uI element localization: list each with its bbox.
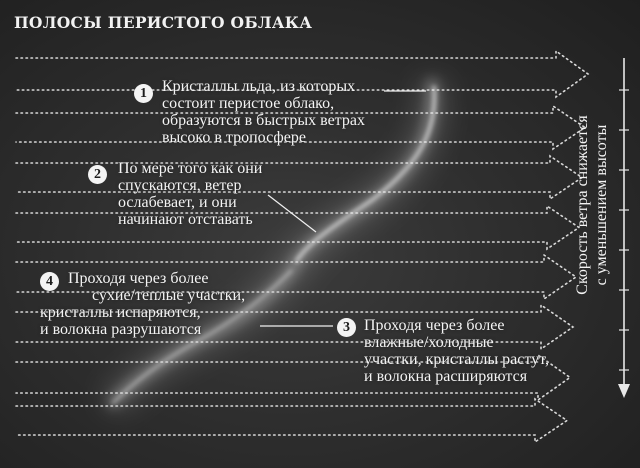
callout-3-line: и волокна расширяются	[364, 368, 528, 385]
callout-3-line: участки, кристаллы растут,	[364, 351, 549, 368]
diagram-title: ПОЛОСЫ ПЕРИСТОГО ОБЛАКА	[14, 13, 313, 32]
callout-2-line: спускаются, ветер	[118, 177, 242, 194]
callout-number-1: 1	[134, 84, 153, 103]
altitude-arrow-head	[618, 384, 630, 398]
callout-2-line: По мере того как они	[118, 160, 263, 177]
callout-4-line: Проходя через более	[68, 270, 209, 287]
callout-2	[118, 160, 262, 228]
callout-number-2: 2	[88, 165, 107, 184]
callout-3	[364, 317, 549, 385]
wind-speed-label-line: Скорость ветра снижается	[574, 115, 591, 295]
callout-3-line: влажные/холодные	[364, 334, 494, 351]
callout-1-line: высоко в тропосфере	[162, 129, 306, 146]
wind-speed-label	[573, 75, 611, 335]
callout-1-line: образуются в быстрых ветрах	[162, 112, 365, 129]
callout-3-line: Проходя через более	[364, 317, 505, 334]
altitude-scale	[618, 58, 630, 398]
callout-4-line: сухие/теплые участки,	[92, 287, 246, 304]
wind-arrow	[16, 399, 567, 442]
callout-2-line: ослабевает, и они	[118, 194, 237, 211]
callout-4-line: и волокна разрушаются	[40, 321, 202, 338]
leader-line-2	[268, 195, 316, 232]
wind-speed-label-line: с уменьшением высоты	[593, 124, 610, 286]
callout-number-4: 4	[40, 272, 59, 291]
callout-number-3: 3	[337, 318, 356, 337]
callout-4-line: кристаллы испаряются,	[40, 304, 201, 321]
callout-1-line: состоит перистое облако,	[162, 95, 335, 112]
callout-2-line: начинают отставать	[118, 211, 253, 228]
callout-1-line: Кристаллы льда, из которых	[162, 78, 356, 95]
callout-1	[162, 78, 365, 146]
callout-4	[40, 270, 246, 338]
